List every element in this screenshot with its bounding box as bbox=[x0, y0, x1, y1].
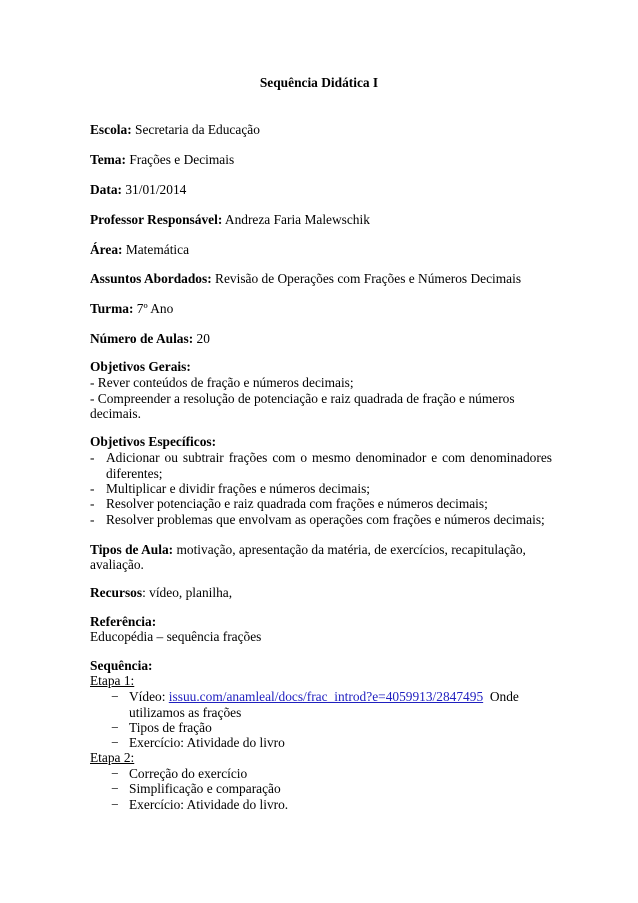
field-value: Frações e Decimais bbox=[125, 152, 235, 167]
video-link[interactable]: issuu.com/anamleal/docs/frac_introd?e=4059913/2847495 bbox=[168, 689, 484, 704]
sequencia-heading: Sequência: bbox=[90, 658, 153, 673]
dash-bullet: - bbox=[90, 496, 95, 511]
field-value: Secretaria da Educação bbox=[131, 122, 260, 137]
field-escola bbox=[90, 122, 560, 138]
field-label: Tema: bbox=[90, 152, 126, 167]
dash-bullet: − bbox=[111, 797, 119, 812]
list-item-text: utilizamos as frações bbox=[129, 705, 242, 720]
dash-bullet: − bbox=[111, 781, 119, 796]
field-tema bbox=[90, 152, 560, 168]
list-item-text: diferentes; bbox=[106, 466, 163, 481]
field-label: Recursos bbox=[90, 585, 143, 600]
list-item bbox=[111, 689, 541, 721]
field-label: Turma: bbox=[90, 301, 134, 316]
list-item-text: Exercício: Atividade do livro. bbox=[129, 797, 289, 812]
objetivos-gerais-line: decimais. bbox=[90, 406, 141, 421]
list-item bbox=[90, 450, 552, 482]
etapa-1-label: Etapa 1: bbox=[90, 673, 135, 688]
list-item-text: Tipos de fração bbox=[129, 720, 212, 735]
objetivos-gerais-heading: Objetivos Gerais: bbox=[90, 359, 191, 374]
field-numero-aulas bbox=[90, 331, 560, 347]
field-turma bbox=[90, 301, 560, 317]
field-label: Tipos de Aula: bbox=[90, 542, 174, 557]
field-data bbox=[90, 182, 560, 198]
dash-bullet: - bbox=[90, 450, 95, 465]
field-professor bbox=[90, 212, 560, 228]
field-label: Número de Aulas: bbox=[90, 331, 194, 346]
field-value: : vídeo, planilha, bbox=[142, 585, 233, 600]
recursos bbox=[90, 585, 232, 601]
field-value: Matemática bbox=[122, 242, 190, 257]
list-item-text: Adicionar ou subtrair frações com o mesmo denominador e com denominadores bbox=[106, 450, 552, 465]
referencia-value: Educopédia – sequência frações bbox=[90, 629, 262, 644]
list-item-text: Resolver problemas que envolvam as operações com frações e números decimais; bbox=[106, 512, 545, 527]
objetivos-gerais-line: - Compreender a resolução de potenciação e raiz quadrada de fração e números bbox=[90, 391, 515, 406]
field-area bbox=[90, 242, 560, 258]
field-value: 20 bbox=[193, 331, 210, 346]
field-value: 7º Ano bbox=[133, 301, 174, 316]
tipos-de-aula bbox=[90, 542, 526, 558]
field-label: Professor Responsável: bbox=[90, 212, 223, 227]
field-label: Data: bbox=[90, 182, 122, 197]
field-value: Andreza Faria Malewschik bbox=[222, 212, 370, 227]
dash-bullet: - bbox=[90, 512, 95, 527]
field-label: Área: bbox=[90, 242, 123, 257]
dash-bullet: − bbox=[111, 720, 119, 735]
list-item-text: Exercício: Atividade do livro bbox=[129, 735, 285, 750]
dash-bullet: − bbox=[111, 735, 119, 750]
tipos-de-aula-cont: avaliação. bbox=[90, 557, 144, 572]
list-item-text: Vídeo: issuu.com/anamleal/docs/frac_introd?e=4059913/2847495 Onde bbox=[129, 689, 519, 704]
field-value: 31/01/2014 bbox=[121, 182, 187, 197]
objetivos-gerais-line: - Rever conteúdos de fração e números decimais; bbox=[90, 375, 354, 390]
field-value: Revisão de Operações com Frações e Números Decimais bbox=[211, 271, 522, 286]
dash-bullet: − bbox=[111, 689, 119, 704]
field-assuntos bbox=[90, 271, 560, 287]
objetivos-especificos-heading: Objetivos Específicos: bbox=[90, 434, 217, 449]
referencia-heading: Referência: bbox=[90, 614, 157, 629]
list-item-text: Correção do exercício bbox=[129, 766, 248, 781]
etapa-2-label: Etapa 2: bbox=[90, 750, 135, 765]
field-label: Escola: bbox=[90, 122, 132, 137]
field-label: Assuntos Abordados: bbox=[90, 271, 212, 286]
field-value: motivação, apresentação da matéria, de exercícios, recapitulação, bbox=[173, 542, 526, 557]
list-item-text: Resolver potenciação e raiz quadrada com frações e números decimais; bbox=[106, 496, 488, 511]
list-item-text: Simplificação e comparação bbox=[129, 781, 281, 796]
dash-bullet: - bbox=[90, 481, 95, 496]
list-item-text: Multiplicar e dividir frações e números decimais; bbox=[106, 481, 371, 496]
dash-bullet: − bbox=[111, 766, 119, 781]
document-title: Sequência Didática I bbox=[259, 75, 379, 90]
